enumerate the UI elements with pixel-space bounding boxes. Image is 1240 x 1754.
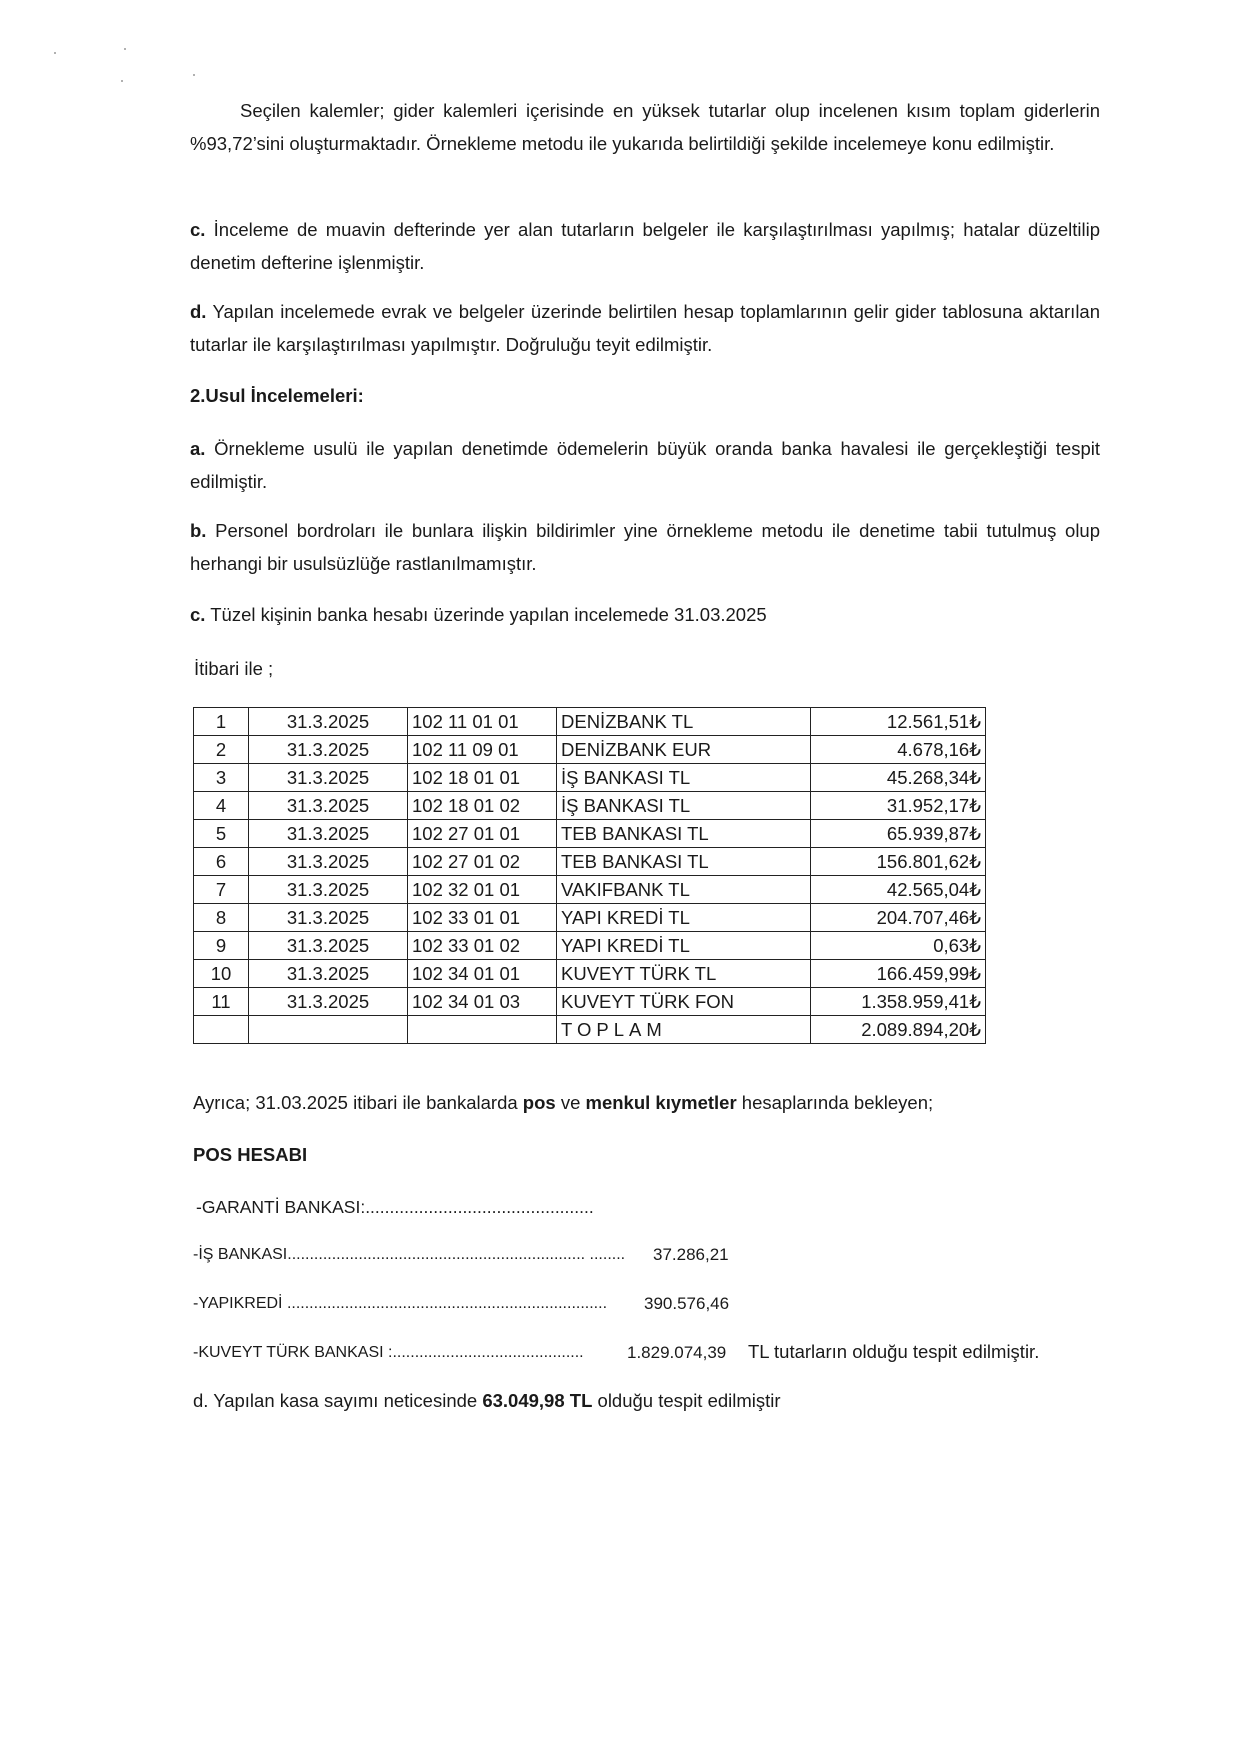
- row-amount: 12.561,51₺: [811, 708, 986, 736]
- row-number: 7: [194, 876, 249, 904]
- row-date: 31.3.2025: [249, 792, 408, 820]
- total-empty-cell: [249, 1016, 408, 1044]
- row-bank-name: İŞ BANKASI TL: [557, 792, 811, 820]
- table-total-row: [194, 1016, 986, 1044]
- row-bank-name: DENİZBANK EUR: [557, 736, 811, 764]
- row-date: 31.3.2025: [249, 764, 408, 792]
- table-row: [194, 820, 986, 848]
- row-date: 31.3.2025: [249, 736, 408, 764]
- usul-d: [193, 1384, 781, 1417]
- row-amount: 0,63₺: [811, 932, 986, 960]
- ayrica-text-3: hesaplarında bekleyen;: [736, 1092, 934, 1113]
- row-bank-name: TEB BANKASI TL: [557, 848, 811, 876]
- table-row: [194, 792, 986, 820]
- pos-yapi-label: -YAPIKREDİ ........................................................................: [193, 1295, 608, 1312]
- row-account-code: 102 18 01 02: [408, 792, 557, 820]
- finding-c-label: c.: [190, 219, 206, 240]
- table-row: [194, 764, 986, 792]
- finding-c-text: İnceleme de muavin defterinde yer alan tutarların belgeler ile karşılaştırılması yapılmış; hatalar düzeltilip denetim defterine işlenmiştir.: [190, 219, 1100, 273]
- usul-d-text-1: Yapılan kasa sayımı neticesinde: [208, 1390, 483, 1411]
- row-bank-name: TEB BANKASI TL: [557, 820, 811, 848]
- row-amount: 204.707,46₺: [811, 904, 986, 932]
- row-account-code: 102 34 01 03: [408, 988, 557, 1016]
- ayrica-text-2: ve: [555, 1092, 586, 1113]
- row-number: 11: [194, 988, 249, 1016]
- row-account-code: 102 11 09 01: [408, 736, 557, 764]
- table-row: [194, 708, 986, 736]
- row-number: 9: [194, 932, 249, 960]
- row-bank-name: YAPI KREDİ TL: [557, 904, 811, 932]
- row-amount: 31.952,17₺: [811, 792, 986, 820]
- ayrica-bold-menkul: menkul kıymetler: [585, 1092, 737, 1113]
- row-date: 31.3.2025: [249, 708, 408, 736]
- row-account-code: 102 34 01 01: [408, 960, 557, 988]
- usul-c-text: Tüzel kişinin banka hesabı üzerinde yapılan incelemede 31.03.2025: [210, 604, 767, 625]
- row-number: 10: [194, 960, 249, 988]
- row-date: 31.3.2025: [249, 988, 408, 1016]
- table-row: [194, 904, 986, 932]
- row-bank-name: DENİZBANK TL: [557, 708, 811, 736]
- table-row: [194, 960, 986, 988]
- row-date: 31.3.2025: [249, 820, 408, 848]
- row-amount: 65.939,87₺: [811, 820, 986, 848]
- row-account-code: 102 27 01 01: [408, 820, 557, 848]
- table-row: [194, 736, 986, 764]
- row-amount: 45.268,34₺: [811, 764, 986, 792]
- row-amount: 166.459,99₺: [811, 960, 986, 988]
- total-amount: 2.089.894,20₺: [811, 1016, 986, 1044]
- ayrica-line: [193, 1086, 933, 1119]
- finding-d-label: d.: [190, 301, 207, 322]
- row-account-code: 102 11 01 01: [408, 708, 557, 736]
- row-number: 6: [194, 848, 249, 876]
- row-account-code: 102 33 01 01: [408, 904, 557, 932]
- finding-d-text: Yapılan incelemede evrak ve belgeler üzerinde belirtilen hesap toplamlarının gelir gider tablosuna aktarılan tutarlar ile karşılaştırılması yapılmıştır. Doğruluğu teyit edilmiştir.: [190, 301, 1101, 355]
- usul-d-label: d.: [193, 1390, 209, 1411]
- pos-heading: POS HESABI: [193, 1144, 308, 1165]
- row-amount: 42.565,04₺: [811, 876, 986, 904]
- row-account-code: 102 18 01 01: [408, 764, 557, 792]
- ayrica-text-1: Ayrıca; 31.03.2025 itibari ile bankalarda: [193, 1092, 523, 1113]
- row-number: 4: [194, 792, 249, 820]
- row-date: 31.3.2025: [249, 960, 408, 988]
- usul-a-text: Örnekleme usulü ile yapılan denetimde ödemelerin büyük oranda banka havalesi ile gerçekleştiği tespit edilmiştir.: [190, 438, 1100, 492]
- row-amount: 4.678,16₺: [811, 736, 986, 764]
- scan-speck: [124, 48, 126, 50]
- scan-speck: [193, 74, 195, 76]
- pos-kuveyt-value: 1.829.074,39: [627, 1343, 727, 1362]
- total-empty-cell: [194, 1016, 249, 1044]
- row-date: 31.3.2025: [249, 848, 408, 876]
- usul-b: [190, 514, 1100, 580]
- row-bank-name: İŞ BANKASI TL: [557, 764, 811, 792]
- intro-paragraph: Seçilen kalemler; gider kalemleri içerisinde en yüksek tutarlar olup incelenen kısım toplam giderlerin %93,72’sini oluşturmaktadır. Örnekleme metodu ile yukarıda belirtildiği şekilde incelemeye konu edilmiştir.: [190, 100, 1100, 154]
- table-row: [194, 988, 986, 1016]
- usul-c-label: c.: [190, 604, 206, 625]
- pos-kuveyt-tail: TL tutarların olduğu tespit edilmiştir.: [748, 1341, 1040, 1362]
- usul-b-text: Personel bordroları ile bunlara ilişkin bildirimler yine örnekleme metodu ile denetime tabii tutulmuş olup herhangi bir usulsüzlüğe rastlanılmamıştır.: [190, 520, 1101, 574]
- pos-is-label: -İŞ BANKASI................................................................... ........: [193, 1246, 626, 1263]
- table-row: [194, 876, 986, 904]
- row-number: 8: [194, 904, 249, 932]
- row-amount: 156.801,62₺: [811, 848, 986, 876]
- itibari-label: İtibari ile ;: [194, 658, 274, 679]
- scan-speck: [54, 52, 56, 54]
- row-bank-name: KUVEYT TÜRK FON: [557, 988, 811, 1016]
- usul-b-label: b.: [190, 520, 207, 541]
- usul-d-amount: 63.049,98: [482, 1390, 565, 1411]
- pos-garanti: -GARANTİ BANKASI:...............................................: [196, 1197, 594, 1217]
- row-date: 31.3.2025: [249, 876, 408, 904]
- total-empty-cell: [408, 1016, 557, 1044]
- row-bank-name: YAPI KREDİ TL: [557, 932, 811, 960]
- ayrica-bold-pos: pos: [522, 1092, 556, 1113]
- finding-d: [190, 295, 1100, 361]
- table-row: [194, 932, 986, 960]
- total-label: TOPLAM: [557, 1016, 811, 1044]
- row-number: 3: [194, 764, 249, 792]
- row-number: 1: [194, 708, 249, 736]
- row-date: 31.3.2025: [249, 904, 408, 932]
- scan-speck: [121, 80, 123, 82]
- section-heading: 2.Usul İncelemeleri:: [190, 385, 364, 406]
- row-number: 5: [194, 820, 249, 848]
- row-amount: 1.358.959,41₺: [811, 988, 986, 1016]
- row-bank-name: KUVEYT TÜRK TL: [557, 960, 811, 988]
- row-account-code: 102 32 01 01: [408, 876, 557, 904]
- usul-a-label: a.: [190, 438, 206, 459]
- row-number: 2: [194, 736, 249, 764]
- pos-is-value: 37.286,21: [653, 1245, 729, 1264]
- row-account-code: 102 27 01 02: [408, 848, 557, 876]
- bank-table-body: [194, 708, 986, 1044]
- finding-c: [190, 213, 1100, 279]
- row-account-code: 102 33 01 02: [408, 932, 557, 960]
- table-row: [194, 848, 986, 876]
- usul-a: [190, 432, 1100, 498]
- usul-d-text-2: olduğu tespit edilmiştir: [592, 1390, 781, 1411]
- row-bank-name: VAKIFBANK TL: [557, 876, 811, 904]
- pos-kuveyt-label: -KUVEYT TÜRK BANKASI :...........................................: [193, 1344, 584, 1361]
- usul-d-currency: TL: [569, 1390, 593, 1411]
- bank-balance-table: [193, 707, 986, 1044]
- pos-yapi-value: 390.576,46: [644, 1294, 730, 1313]
- row-date: 31.3.2025: [249, 932, 408, 960]
- usul-c: [190, 598, 767, 631]
